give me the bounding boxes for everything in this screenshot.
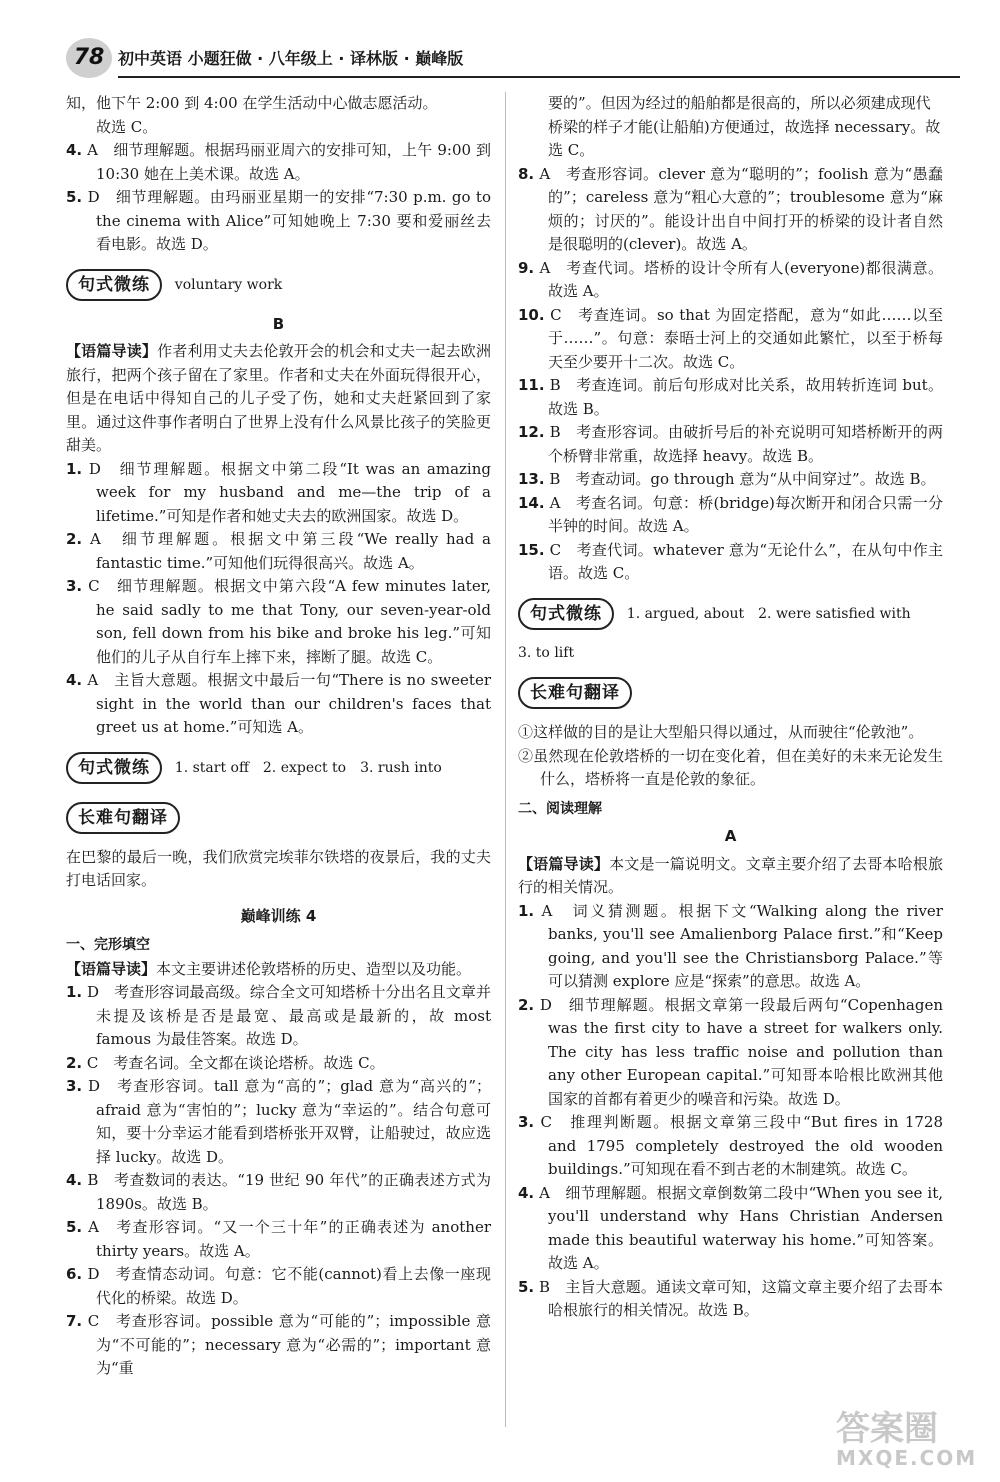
answer-number: 11. <box>518 376 545 394</box>
answer-number: 5. <box>66 1218 83 1236</box>
answer-text: A 考查形容词。“又一个三十年”的正确表述为 another thirty years。故选 A。 <box>88 1218 491 1260</box>
answer-item <box>66 1075 491 1169</box>
answer-number: 1. <box>518 901 535 920</box>
answer-text: D 细节理解题。由玛丽亚星期一的安排“7:30 p.m. go to the cinema with Alice”可知她晚上 7:30 要和爱丽丝去看电影。故选 D。 <box>87 188 491 253</box>
answer-text: C 考查形容词。possible 意为“可能的”；impossible 意为“不可能的”；necessary 意为“必需的”；important 意为“重 <box>87 1312 491 1377</box>
answer-item <box>66 1052 491 1076</box>
answer-item <box>66 528 491 575</box>
answer-item <box>518 994 943 1112</box>
answer-number: 2. <box>66 1053 83 1072</box>
answer-number: 12. <box>518 423 545 441</box>
answer-list <box>66 458 491 740</box>
answer-item <box>518 1182 943 1276</box>
practice-row <box>518 592 943 636</box>
passage-guide <box>66 958 491 982</box>
guide-text: 本文主要讲述伦敦塔桥的历史、造型以及功能。 <box>156 959 472 978</box>
answer-text: D 考查情态动词。句意：它不能(cannot)看上去像一座现代化的桥梁。故选 D。 <box>87 1265 491 1307</box>
answer-text: D 考查形容词最高级。综合全文可知塔桥十分出名且文章并未提及该桥是否是最宽、最高或是最新的，故 most famous 为最佳答案。故选 D。 <box>87 983 492 1048</box>
answer-text: D 细节理解题。根据文中第二段“It was an amazing week for my husband and me—the trip of a lifetime.”可知是作者和她丈夫去的欧洲国家。故选 D。 <box>88 459 491 525</box>
answer-number: 8. <box>518 164 535 183</box>
answer-item <box>518 492 943 539</box>
answer-item <box>66 1216 491 1263</box>
column-divider <box>505 92 506 1427</box>
answer-text: B 考查动词。go through 意为“从中间穿过”。故选 B。 <box>549 470 936 488</box>
answer-text: A 细节理解题。根据文中第三段“We really had a fantastic time.”可知他们玩得很高兴。故选 A。 <box>89 530 491 572</box>
intro-line: 故选 C。 <box>96 117 158 136</box>
answer-item <box>66 981 491 1052</box>
continued-text: 要的”。但因为经过的船舶都是很高的，所以必须建成现代桥梁的样子才能(让船舶)方便通过，故选择 necessary。故选 C。 <box>548 94 941 159</box>
intro-line: 知，他下午 2:00 到 4:00 在学生活动中心做志愿活动。 <box>66 94 438 112</box>
answer-item <box>518 257 943 304</box>
answer-text: A 考查形容词。clever 意为“聪明的”；foolish 意为“愚蠢的”；careless 意为“粗心大意的”；troublesome 意为“麻烦的；讨厌的”。能设计出自中间打开的桥梁的设计者自然是很聪明的(clever)。故选 A。 <box>539 164 943 253</box>
training-title: 巅峰训练 4 <box>240 906 317 925</box>
translation-badge: 长难句翻译 <box>518 677 632 709</box>
answer-text: A 主旨大意题。根据文中最后一句“There is no sweeter sight in the world than our children's faces that greet us at home.”可知选 A。 <box>87 671 491 736</box>
translation-badge: 长难句翻译 <box>66 802 180 834</box>
answer-text: A 细节理解题。根据玛丽亚周六的安排可知，上午 9:00 到 10:30 她在上美术课。故选 A。 <box>87 141 491 183</box>
section-title: 一、完形填空 <box>66 937 150 953</box>
answer-item <box>518 1111 943 1182</box>
answer-text: D 细节理解题。根据文章第一段最后两句“Copenhagen was the first city to have a street for walkers only. The city has less traffic noise and pollution than any other European capital.”可知哥本哈根比欧洲其他国家的首都有着更少的噪音和污染。故选 D。 <box>539 995 943 1108</box>
practice-row <box>66 263 491 307</box>
answer-item <box>66 1263 491 1310</box>
translation-text: ①这样做的目的是让大型船只得以通过，从而驶往“伦敦池”。 <box>518 723 924 741</box>
answer-text: A 考查代词。塔桥的设计令所有人(everyone)都很满意。故选 A。 <box>539 258 943 300</box>
answer-text: A 细节理解题。根据文章倒数第二段中“When you see it, you'll understand why Hans Christian Andersen made this beautiful waterway his home.”可知答案。故选 A。 <box>539 1183 943 1272</box>
answer-number: 5. <box>66 188 83 206</box>
answer-number: 3. <box>66 1077 83 1095</box>
left-column <box>66 92 491 1381</box>
answer-item <box>66 669 491 740</box>
answer-number: 6. <box>66 1265 83 1283</box>
answer-item <box>66 139 491 186</box>
guide-tag: 【语篇导读】 <box>66 342 158 360</box>
guide-tag: 【语篇导读】 <box>518 854 610 873</box>
translation-text: ②虽然现在伦敦塔桥的一切在变化着，但在美好的未来无论发生什么，塔桥将一直是伦敦的象征。 <box>518 746 943 788</box>
watermark-url: MXQE.COM <box>836 1446 978 1470</box>
practice-answer: 1. argued, about 2. were satisfied with <box>626 605 911 622</box>
answer-number: 7. <box>66 1312 83 1330</box>
section-heading: A <box>724 827 737 845</box>
translation-row <box>66 796 491 840</box>
answer-item <box>518 539 943 586</box>
answer-number: 4. <box>66 1171 83 1189</box>
practice-answer: 1. start off 2. expect to 3. rush into <box>174 759 442 776</box>
answer-number: 1. <box>66 983 83 1001</box>
answer-text: B 考查数词的表达。“19 世纪 90 年代”的正确表述方式为 1890s。故选 B。 <box>87 1171 491 1213</box>
answer-text: A 考查名词。句意：桥(bridge)每次断开和闭合只需一分半钟的时间。故选 A。 <box>548 493 943 535</box>
answer-number: 1. <box>66 459 83 478</box>
answer-number: 4. <box>518 1183 535 1202</box>
answer-text: B 考查连词。前后句形成对比关系，故用转折连词 but。故选 B。 <box>548 376 943 418</box>
answer-text: C 考查名词。全文都在谈论塔桥。故选 C。 <box>86 1053 385 1072</box>
answer-text: C 考查连词。so that 为固定搭配，意为“如此……以至于……”。句意：泰晤士河上的交通如此繁忙，以至于桥每天至少要开十二次。故选 C。 <box>548 305 943 371</box>
watermark-logo <box>836 1409 978 1474</box>
answer-number: 2. <box>66 530 83 548</box>
answer-text: A 词义猜测题。根据下文“Walking along the river banks, you'll see Amalienborg Palace first.”和“Keep going, and you'll see the Christiansborg Palace.”等可以猜测 explore 应是“探索”的意思。故选 A。 <box>541 901 943 990</box>
guide-text: 本文是一篇说明文。文章主要介绍了去哥本哈根旅行的相关情况。 <box>518 854 943 896</box>
page-header <box>60 34 960 82</box>
answer-list <box>66 981 491 1381</box>
answer-item <box>518 304 943 375</box>
answer-number: 10. <box>518 305 545 324</box>
answer-item <box>66 1169 491 1216</box>
practice-badge: 句式微练 <box>518 598 614 630</box>
answer-text: B 主旨大意题。通读文章可知，这篇文章主要介绍了去哥本哈根旅行的相关情况。故选 B。 <box>539 1277 943 1319</box>
guide-text: 作者利用丈夫去伦敦开会的机会和丈夫一起去欧洲旅行，把两个孩子留在了家里。作者和丈夫在外面玩得很开心，但是在电话中得知自己的儿子受了伤，她和丈夫赶紧回到了家里。通过这件事作者明白了世界上没有什么风景比孩子的笑脸更甜美。 <box>66 342 491 454</box>
answer-number: 9. <box>518 258 535 277</box>
watermark-text: 答案圈 <box>836 1409 938 1449</box>
answer-list <box>66 139 491 257</box>
answer-text: C 考查代词。whatever 意为“无论什么”，在从句中作主语。故选 C。 <box>548 540 943 582</box>
page-number: 78 <box>66 38 112 78</box>
answer-number: 13. <box>518 470 545 488</box>
answer-list <box>518 163 943 586</box>
translation-text: 在巴黎的最后一晚，我们欣赏完埃菲尔铁塔的夜景后，我的丈夫打电话回家。 <box>66 847 491 889</box>
guide-tag: 【语篇导读】 <box>66 959 157 978</box>
practice-answer-cont: 3. to lift <box>518 644 575 661</box>
answer-number: 2. <box>518 995 535 1014</box>
answer-item <box>518 421 943 468</box>
answer-text: C 细节理解题。根据文中第六段“A few minutes later, he said sadly to me that Tony, our seven-year-old son, fell down from his bike and broke his leg.”可知他们的儿子从自行车上摔下来，摔断了腿。故选 C。 <box>88 577 491 666</box>
right-column <box>518 92 943 1323</box>
answer-number: 14. <box>518 493 545 512</box>
practice-badge: 句式微练 <box>66 269 162 301</box>
answer-item <box>518 1276 943 1323</box>
answer-number: 3. <box>66 577 83 595</box>
translation-row <box>518 671 943 715</box>
header-rule <box>118 76 960 78</box>
section-heading: B <box>272 314 285 333</box>
answer-number: 4. <box>66 141 83 159</box>
answer-item <box>518 163 943 257</box>
book-title: 初中英语 小题狂做 · 八年级上 · 译林版 · 巅峰版 <box>118 49 464 68</box>
answer-item <box>66 1310 491 1381</box>
passage-guide <box>66 340 491 458</box>
answer-item <box>518 900 943 994</box>
answer-text: C 推理判断题。根据文章第三段中“But fires in 1728 and 1795 completely destroyed the old wooden buildings.”可知现在看不到古老的木制建筑。故选 C。 <box>540 1113 943 1178</box>
answer-number: 15. <box>518 540 545 559</box>
answer-item <box>518 374 943 421</box>
practice-badge: 句式微练 <box>66 752 162 784</box>
answer-text: D 考查形容词。tall 意为“高的”；glad 意为“高兴的”；afraid 意为“害怕的”；lucky 意为“幸运的”。结合句意可知，要十分幸运才能看到塔桥张开双臂，让船驶过，故应选择 lucky。故选 D。 <box>88 1077 491 1166</box>
answer-text: B 考查形容词。由破折号后的补充说明可知塔桥断开的两个桥臂非常重，故选择 heavy。故选 B。 <box>548 423 943 465</box>
answer-number: 4. <box>66 671 83 689</box>
section-title: 二、阅读理解 <box>518 800 602 817</box>
practice-row <box>66 746 491 790</box>
answer-list <box>518 900 943 1323</box>
answer-number: 5. <box>518 1277 535 1296</box>
answer-item <box>66 186 491 257</box>
answer-item <box>518 468 943 492</box>
passage-guide <box>518 853 943 900</box>
answer-item <box>66 575 491 669</box>
practice-answer: voluntary work <box>174 276 283 293</box>
answer-item <box>66 458 491 529</box>
answer-number: 3. <box>518 1113 535 1131</box>
